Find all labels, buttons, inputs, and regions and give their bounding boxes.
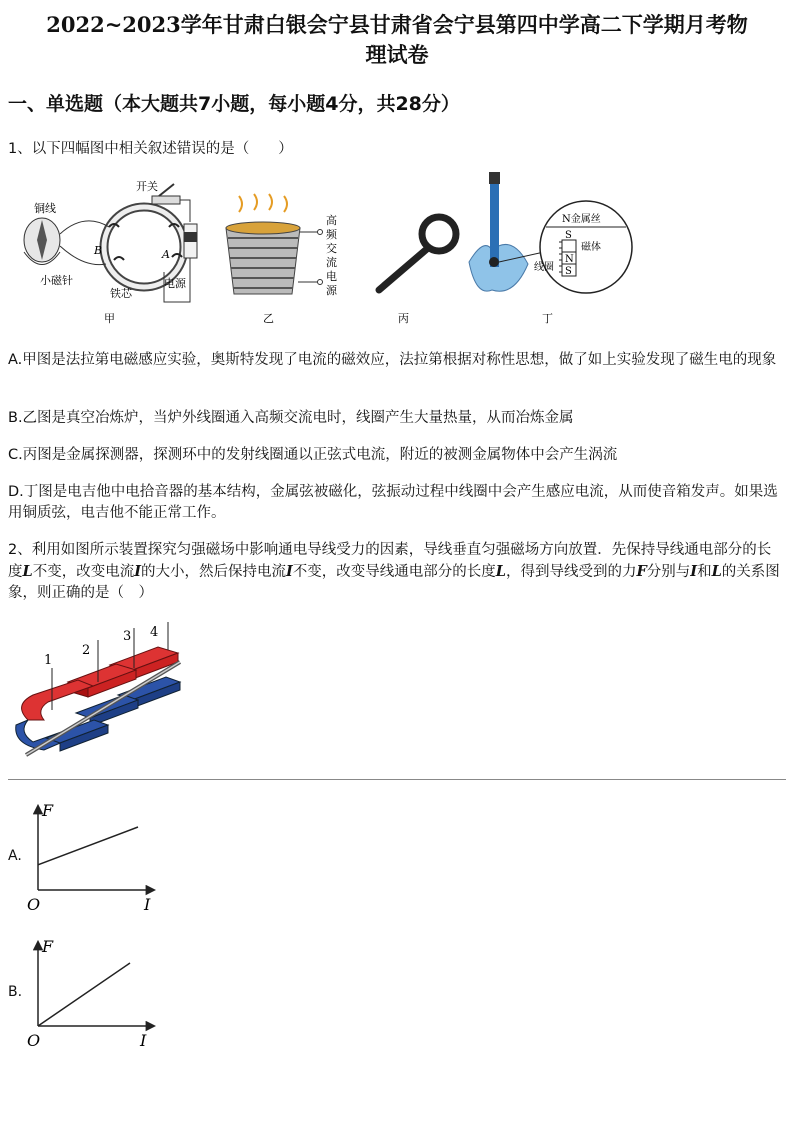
label-source-1: 高 — [326, 214, 337, 227]
label-power: 电源 — [164, 277, 186, 290]
label-source-6: 源 — [326, 284, 337, 297]
stem-part: 的关系图象，则正确的是（ ） — [8, 564, 780, 601]
option-a-graph — [24, 800, 174, 916]
label-3: 3 — [123, 629, 132, 644]
label-switch: 开关 — [136, 180, 158, 193]
option-a-y-label: F — [42, 801, 54, 820]
question-1-stem: 1、以下四幅图中相关叙述错误的是（ ） — [8, 141, 293, 157]
question-1-option-b: B.乙图是真空冶炼炉，当炉外线圈通入高频交流电时，线圈产生大量热量，从而冶炼金属 — [8, 410, 574, 426]
figure-bing — [379, 217, 456, 325]
question-2-stem — [8, 540, 784, 604]
figure-yi — [226, 194, 338, 325]
label-source-3: 交 — [326, 242, 337, 255]
stem-part: 不变，改变电流 — [32, 564, 135, 580]
label-source-4: 流 — [326, 256, 337, 269]
stem-part: 不变，改变导线通电部分的长度 — [292, 564, 496, 580]
question-1-figure — [14, 172, 644, 330]
label-magnet: 磁体 — [581, 242, 601, 253]
stem-part: 2、利用如图所示装置探究匀强磁场中影响通电导线受力的因素，导线垂直匀强磁场方向放置．先保持导线通电部分的长度 — [8, 542, 772, 580]
caption-jia: 甲 — [104, 312, 115, 325]
question-1-option-d: D.丁图是电吉他中电拾音器的基本结构，金属弦被磁化，弦振动过程中线圈中会产生感应电流，从而使音箱发声。如果选用铜质弦，电吉他不能正常工作。 — [8, 484, 778, 521]
symbol-i: I — [134, 563, 141, 580]
option-b-graph — [24, 936, 174, 1052]
question-1-option-a: A.甲图是法拉第电磁感应实验，奥斯特发现了电流的磁效应，法拉第根据对称性思想，做了如上实验发现了磁生电的现象 — [8, 352, 777, 368]
question-1-option-c: C.丙图是金属探测器，探测环中的发射线圈通以正弦式电流，附近的被测金属物体中会产生涡流 — [8, 447, 618, 463]
figure-jia — [24, 180, 197, 325]
label-b: B — [94, 244, 103, 257]
stem-part: 的大小，然后保持电流 — [141, 564, 286, 580]
label-2: 2 — [82, 643, 91, 658]
exam-title-line-1: 2022~2023学年甘肃白银会宁县甘肃省会宁县第四中学高二下学期月考物 — [46, 12, 748, 37]
option-a-label: A. — [8, 848, 22, 864]
option-b-x-label: I — [140, 1031, 147, 1050]
label-needle: 小磁针 — [40, 274, 73, 287]
symbol-f: F — [636, 563, 647, 580]
label-s-bottom: S — [565, 266, 572, 277]
exam-title-line-2: 理试卷 — [365, 42, 429, 67]
label-source-5: 电 — [326, 270, 337, 283]
label-1: 1 — [44, 653, 53, 668]
caption-ding: 丁 — [542, 312, 553, 325]
section-heading: 一、单选题（本大题共7小题，每小题4分，共28分） — [8, 93, 460, 115]
option-a-line — [38, 827, 138, 865]
divider — [8, 779, 786, 780]
symbol-i: I — [286, 563, 293, 580]
caption-yi: 乙 — [263, 312, 274, 325]
symbol-l: L — [711, 563, 722, 580]
label-source-2: 频 — [326, 228, 337, 241]
label-core: 铁芯 — [110, 287, 132, 300]
option-b-line — [38, 963, 130, 1026]
option-b-label: B. — [8, 984, 23, 1000]
option-a-x-label: I — [144, 895, 151, 914]
option-b-origin: O — [27, 1031, 41, 1050]
symbol-l: L — [22, 563, 33, 580]
stem-part: 和 — [697, 564, 712, 580]
question-2-apparatus-figure — [8, 620, 194, 765]
option-b-y-label: F — [42, 937, 54, 956]
stem-part: ，得到导线受到的力 — [506, 564, 637, 580]
label-copper-wire: 铜线 — [34, 202, 56, 215]
stem-part: 分别与 — [646, 564, 691, 580]
option-a-origin: O — [27, 895, 41, 914]
symbol-i: I — [690, 563, 698, 580]
label-n: N — [565, 254, 574, 265]
caption-bing: 丙 — [398, 312, 409, 325]
label-string: N金属丝 — [562, 214, 601, 225]
exam-title — [0, 10, 794, 70]
label-4: 4 — [150, 625, 159, 640]
label-a: A — [162, 248, 170, 261]
figure-ding — [469, 172, 632, 325]
label-coil: 线圈 — [534, 262, 554, 273]
symbol-l: L — [495, 563, 506, 580]
label-s-top: S — [565, 230, 572, 241]
